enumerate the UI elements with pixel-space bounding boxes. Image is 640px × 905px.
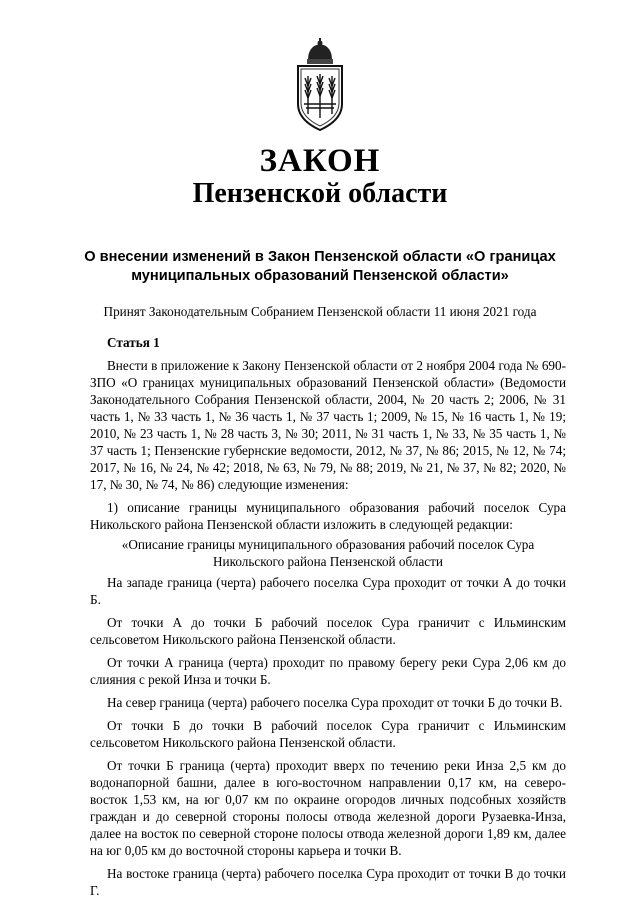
paragraph: От точки Б граница (черта) проходит вверх по течению реки Инза 2,5 км до водонапорной башни, далее в юго-восточном направлении 0,17 км, на северо-восток 1,53 км, на юг 0,07 км по окраине огородов личных подсобных хозяйств граждан и до северной стороны полосы отвода железной дороги Рузаевка-Инза, далее на восток по северной стороне полосы отвода железной дороги 1,89 км, далее на юг 0,05 км до восточной стороны карьера и точки В. — [90, 758, 566, 858]
paragraph: На западе граница (черта) рабочего поселка Сура проходит от точки А до точки Б. — [90, 575, 566, 607]
article-heading: Статья 1 — [107, 335, 160, 350]
document-subtitle: Пензенской области — [192, 178, 448, 209]
adoption-note: Принят Законодательным Собранием Пензенской области 11 июня 2021 года — [103, 304, 537, 319]
paragraph: На востоке граница (черта) рабочего поселка Сура проходит от точки В до точки Г. — [90, 866, 566, 898]
law-name: О внесении изменений в Закон Пензенской области «О границах муниципальных образований Пензенской области» — [84, 249, 556, 284]
article-item-1: 1) описание границы муниципального образования рабочий поселок Сура Никольского района Пензенской области изложить в следующей редакции: — [90, 500, 566, 532]
paragraph: От точки А граница (черта) проходит по правому берегу реки Сура 2,06 км до слияния с рекой Инза и точки Б. — [90, 655, 566, 687]
paragraph: На север граница (черта) рабочего поселка Сура проходит от точки Б до точки В. — [107, 695, 563, 710]
document-title: ЗАКОН — [259, 143, 381, 179]
paragraph: От точки А до точки Б рабочий поселок Сура граничит с Ильминским сельсоветом Никольского района Пензенской области. — [90, 615, 566, 647]
paragraph: От точки Б до точки В рабочий поселок Сура граничит с Ильминским сельсоветом Никольского района Пензенской области. — [90, 718, 566, 750]
coat-of-arms-icon — [290, 38, 350, 134]
article-intro: Внести в приложение к Закону Пензенской области от 2 ноября 2004 года № 690-ЗПО «О границах муниципальных образований Пензенской области» (Ведомости Законодательного Собрания Пензенской области, 2004, № 20 часть 2; 2006, № 31 часть 1, № 33 часть 1, № 36 часть 1, № 37 часть 1; 2009, № 15, № 16 часть 1, № 19; 2010, № 23 часть 1, № 28 часть 3, № 30; 2011, № 31 часть 1, № 33, № 35 часть 1, № 37 часть 1; Пензенские губернские ведомости, 2012, № 37, № 86; 2015, № 12, № 74; 2017, № 16, № 24, № 42; 2018, № 63, № 79, № 88; 2019, № 21, № 37, № 82; 2020, № 17, № 30, № 74, № 86) следующие изменения: — [90, 358, 566, 492]
quote-title: «Описание границы муниципального образования рабочий поселок Сура Никольского района Пензенской области — [121, 537, 535, 569]
article-body — [90, 334, 566, 905]
